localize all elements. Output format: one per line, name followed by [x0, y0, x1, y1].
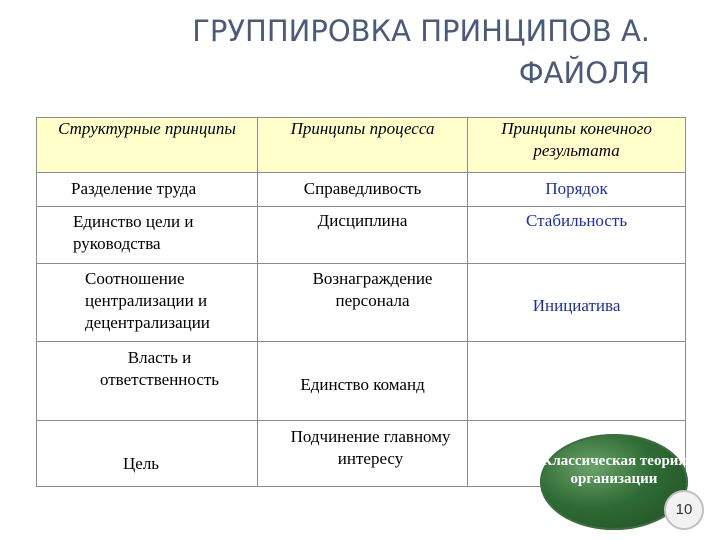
- cell-text: Справедливость: [303, 179, 422, 198]
- table-cell: [257, 342, 467, 421]
- cell-text: Инициатива: [532, 295, 621, 315]
- header-process: [257, 118, 467, 173]
- cell-text: Подчинение главному интересу: [290, 427, 451, 468]
- table-cell: [468, 207, 686, 264]
- table-cell: [257, 421, 467, 487]
- badge-text: Классическая теория организации: [541, 453, 687, 487]
- table-cell: [468, 342, 686, 421]
- cell-text: Разделение труда: [71, 179, 197, 198]
- title-line-1: ГРУППИРОВКА ПРИНЦИПОВ А.: [192, 14, 650, 48]
- table-cell: [37, 207, 258, 264]
- cell-text: Соотношение централизации и децентрализации: [85, 269, 210, 332]
- header-structural: [37, 118, 258, 173]
- title-line-2: ФАЙОЛЯ: [518, 56, 650, 90]
- header-result: [468, 118, 686, 173]
- table-cell: [257, 207, 467, 264]
- principles-table: [36, 117, 686, 487]
- table-row: [37, 264, 686, 342]
- table-cell: [37, 173, 258, 207]
- header-label: Принципы конечного результата: [501, 119, 652, 160]
- cell-text: Дисциплина: [317, 211, 408, 230]
- page-number: 10: [664, 490, 704, 530]
- slide-title: [150, 10, 650, 94]
- table-cell: [37, 421, 258, 487]
- table-row: [37, 342, 686, 421]
- table-cell: [257, 173, 467, 207]
- table-cell: [257, 264, 467, 342]
- table-header-row: [37, 118, 686, 173]
- cell-text: Единство команд: [300, 375, 425, 394]
- cell-text: Единство цели и руководства: [73, 212, 194, 253]
- table-cell: [37, 264, 258, 342]
- table-row: [37, 173, 686, 207]
- table-cell: [468, 264, 686, 342]
- table-row: [37, 207, 686, 264]
- header-label: Принципы процесса: [290, 119, 435, 138]
- header-label: Структурные принципы: [58, 119, 236, 138]
- cell-text: Власть и ответственность: [99, 348, 220, 389]
- cell-text: Порядок: [545, 179, 608, 198]
- cell-text: Стабильность: [526, 211, 628, 230]
- table-cell: [468, 173, 686, 207]
- cell-text: Вознаграждение персонала: [312, 269, 433, 310]
- table-cell: [37, 342, 258, 421]
- cell-text: Цель: [123, 454, 160, 473]
